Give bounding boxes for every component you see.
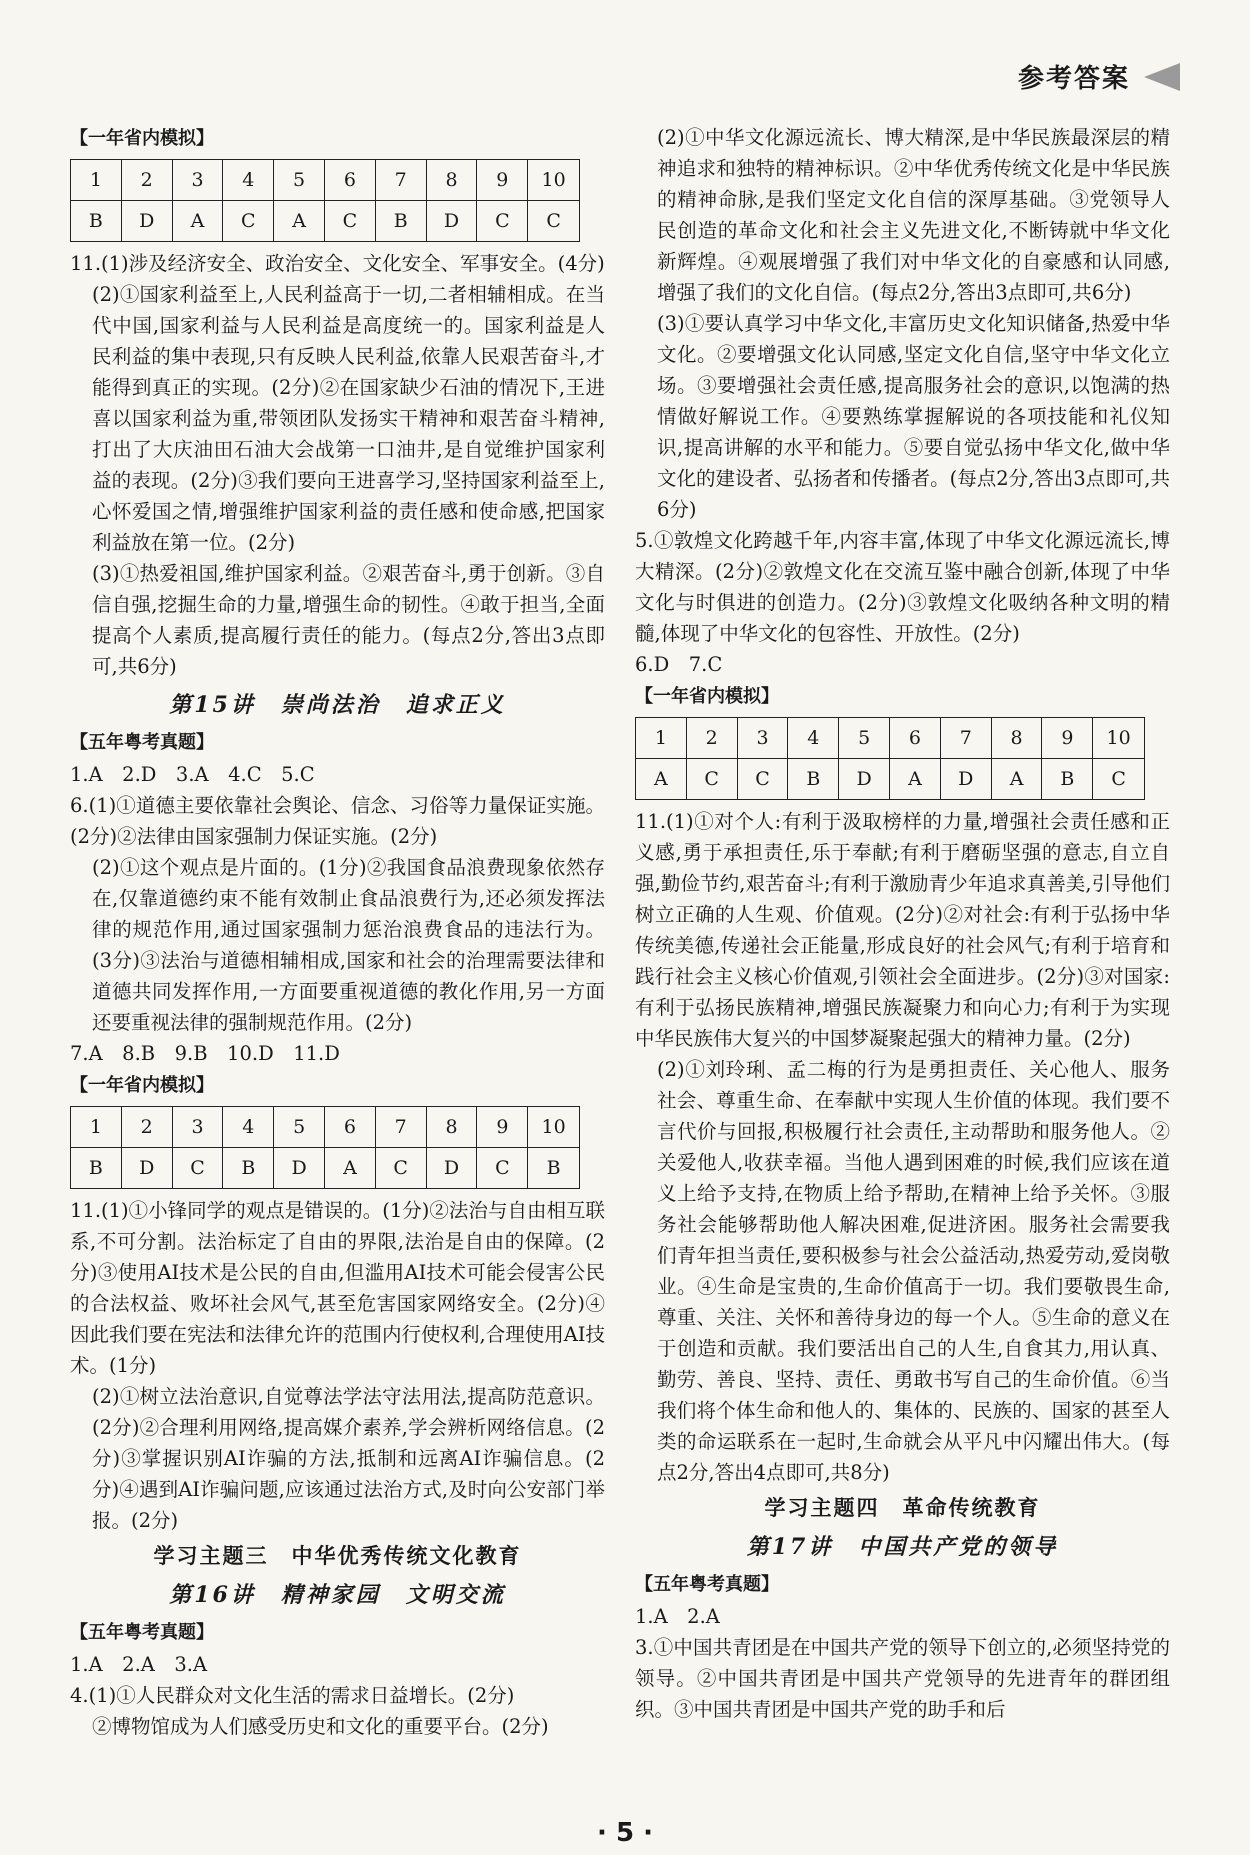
table-cell: C (686, 759, 737, 800)
table-cell: 4 (223, 160, 274, 201)
mc-answers: 7.A 8.B 9.B 10.D 11.D (70, 1042, 340, 1065)
table-cell: 5 (839, 718, 890, 759)
table-cell: 6 (325, 1107, 376, 1148)
table-cell: 3 (172, 1107, 223, 1148)
question-4-1: 4.(1)①人民群众对文化生活的需求日益增长。(2分) (70, 1684, 515, 1707)
table-cell: A (325, 1148, 376, 1189)
question-3: 3.①中国共青团是在中国共产党的领导下创立的,必须坚持党的领导。②中国共青团是中国共产党领导的先进青年的群团组织。③中国共青团是中国共产党的助手和后 (635, 1636, 1170, 1721)
table-cell: 5 (274, 1107, 325, 1148)
header-title: 参考答案 (1017, 64, 1130, 94)
table-cell: A (890, 759, 941, 800)
table-cell: 7 (375, 1107, 426, 1148)
question-4-1b: ②博物馆成为人们感受历史和文化的重要平台。(2分) (92, 1715, 549, 1738)
question-4-2: (2)①中华文化源远流长、博大精深,是中华民族最深层的精神追求和独特的精神标识。②中华优秀传统文化是中华民族的精神命脉,是我们坚定文化自信的深厚基础。③党领导人民创造的革命文化和社会主义先进文化,不断铸就中华文化新辉煌。④观展增强了我们对中华文化的自豪感和认同感,增强了我们的文化自信。(每点2分,答出3点即可,共6分) (657, 126, 1170, 304)
table-cell: B (1042, 759, 1093, 800)
table-cell: B (223, 1148, 274, 1189)
table-cell: C (375, 1148, 426, 1189)
table-cell: 9 (1042, 718, 1093, 759)
section-heading: 【五年粤考真题】 (70, 1622, 214, 1643)
table-cell: A (991, 759, 1042, 800)
table-cell: 2 (121, 1107, 172, 1148)
answer-table-1 (70, 159, 580, 242)
question-11-2: (2)①刘玲琍、孟二梅的行为是勇担责任、关心他人、服务社会、尊重生命、在奉献中实现人生价值的体现。我们要不言代价与回报,积极履行社会责任,主动帮助和服务他人。②关爱他人,收获幸福。当他人遇到困难的时候,我们应该在道义上给予支持,在物质上给予帮助,在精神上给予关怀。③服务社会能够帮助他人解决困难,促进济困。服务社会需要我们青年担当责任,要积极参与社会公益活动,热爱劳动,爱岗敬业。④生命是宝贵的,生命价值高于一切。我们要敬畏生命,尊重、关注、关怀和善待身边的每一个人。⑤生命的意义在于创造和贡献。我们要活出自己的人生,自食其力,用认真、勤劳、善良、坚持、责任、勇敢书写自己的生命价值。⑥当我们将个体生命和他人的、集体的、民族的、国家的甚至人类的命运联系在一起时,生命就会从平凡中闪耀出伟大。(每点2分,答出4点即可,共8分) (657, 1058, 1170, 1484)
section-heading: 【一年省内模拟】 (70, 128, 214, 149)
table-cell: 8 (426, 160, 477, 201)
table-cell: 1 (71, 160, 122, 201)
right-column (635, 122, 1170, 1725)
page-number: · 5 · (597, 1818, 653, 1848)
table-cell: 7 (940, 718, 991, 759)
table-cell: 4 (223, 1107, 274, 1148)
table-cell: A (636, 759, 687, 800)
lecture-17-title: 第17讲 中国共产党的领导 (746, 1534, 1059, 1560)
table-cell: B (375, 201, 426, 242)
answer-table-3 (635, 717, 1145, 800)
table-cell: B (71, 201, 122, 242)
table-cell: C (477, 1148, 528, 1189)
question-11-1: 11.(1)涉及经济安全、政治安全、文化安全、军事安全。(4分) (70, 252, 605, 275)
mc-answers: 1.A 2.A (635, 1605, 720, 1628)
table-cell: C (477, 201, 528, 242)
arrow-icon (1144, 63, 1180, 91)
table-cell: C (737, 759, 788, 800)
table-cell: D (121, 201, 172, 242)
mc-answers: 1.A 2.D 3.A 4.C 5.C (70, 763, 315, 786)
table-cell: 8 (426, 1107, 477, 1148)
section-heading: 【五年粤考真题】 (70, 732, 214, 753)
left-column (70, 122, 605, 1742)
table-cell: D (426, 201, 477, 242)
table-cell: D (940, 759, 991, 800)
table-cell: D (426, 1148, 477, 1189)
table-cell: 4 (788, 718, 839, 759)
table-cell: A (274, 201, 325, 242)
question-11-2: (2)①树立法治意识,自觉尊法学法守法用法,提高防范意识。(2分)②合理利用网络,提高媒介素养,学会辨析网络信息。(2分)③掌握识别AI诈骗的方法,抵制和远离AI诈骗信息。(2分)④遇到AI诈骗问题,应该通过法治方式,及时向公安部门举报。(2分) (92, 1385, 605, 1532)
question-5: 5.①敦煌文化跨越千年,内容丰富,体现了中华文化源远流长,博大精深。(2分)②敦煌文化在交流互鉴中融合创新,体现了中华文化与时俱进的创造力。(2分)③敦煌文化吸纳各种文明的精髓,体现了中华文化的包容性、开放性。(2分) (635, 529, 1170, 645)
table-cell: D (121, 1148, 172, 1189)
question-11-1: 11.(1)①小锋同学的观点是错误的。(1分)②法治与自由相互联系,不可分割。法治标定了自由的界限,法治是自由的保障。(2分)③使用AI技术是公民的自由,但滥用AI技术可能会侵害公民的合法权益、败坏社会风气,甚至危害国家网络安全。(2分)④因此我们要在宪法和法律允许的范围内行使权利,合理使用AI技术。(1分) (70, 1199, 605, 1377)
question-11-1: 11.(1)①对个人:有利于汲取榜样的力量,增强社会责任感和正义感,勇于承担责任,乐于奉献;有利于磨砺坚强的意志,自立自强,勤俭节约,艰苦奋斗;有利于激励青少年追求真善美,引导他们树立正确的人生观、价值观。(2分)②对社会:有利于弘扬中华传统美德,传递社会正能量,形成良好的社会风气;有利于培育和践行社会主义核心价值观,引领社会全面进步。(2分)③对国家:有利于弘扬民族精神,增强民族凝聚力和向心力;有利于为实现中华民族伟大复兴的中国梦凝聚起强大的精神力量。(2分) (635, 810, 1170, 1050)
table-cell: 8 (991, 718, 1042, 759)
section-heading: 【一年省内模拟】 (70, 1075, 214, 1096)
question-11-2: (2)①国家利益至上,人民利益高于一切,二者相辅相成。在当代中国,国家利益与人民利益是高度统一的。国家利益是人民利益的集中表现,只有反映人民利益,依靠人民艰苦奋斗,才能得到真正的实现。(2分)②在国家缺少石油的情况下,王进喜以国家利益为重,带领团队发扬实干精神和艰苦奋斗精神,打出了大庆油田石油大会战第一口油井,是自觉维护国家利益的表现。(2分)③我们要向王进喜学习,坚持国家利益至上,心怀爱国之情,增强维护国家利益的责任感和使命感,把国家利益放在第一位。(2分) (92, 283, 605, 554)
answer-table-2 (70, 1106, 580, 1189)
table-cell: C (172, 1148, 223, 1189)
table-cell: 9 (477, 1107, 528, 1148)
table-cell: A (172, 201, 223, 242)
mc-answers: 6.D 7.C (635, 653, 723, 676)
table-cell: B (788, 759, 839, 800)
table-cell: 10 (528, 1107, 580, 1148)
question-4-3: (3)①要认真学习中华文化,丰富历史文化知识储备,热爱中华文化。②要增强文化认同感,坚定文化自信,坚守中华文化立场。③要增强社会责任感,提高服务社会的意识,以饱满的热情做好解说工作。④要熟练掌握解说的各项技能和礼仪知识,提高讲解的水平和能力。⑤要自觉弘扬中华文化,做中华文化的建设者、弘扬者和传播者。(每点2分,答出3点即可,共6分) (657, 312, 1170, 521)
table-cell: D (274, 1148, 325, 1189)
table-cell: C (1093, 759, 1145, 800)
lecture-15-title: 第15讲 崇尚法治 追求正义 (169, 692, 506, 718)
table-cell: 2 (121, 160, 172, 201)
table-cell: B (71, 1148, 122, 1189)
table-cell: B (528, 1148, 580, 1189)
topic-3-title: 学习主题三 中华优秀传统文化教育 (153, 1544, 522, 1568)
table-cell: 10 (528, 160, 580, 201)
question-6-2: (2)①这个观点是片面的。(1分)②我国食品浪费现象依然存在,仅靠道德约束不能有效制止食品浪费行为,还必须发挥法律的规范作用,通过国家强制力惩治浪费食品的违法行为。(3分)③法治与道德相辅相成,国家和社会的治理需要法律和道德共同发挥作用,一方面要重视道德的教化作用,另一方面还要重视法律的强制规范作用。(2分) (92, 856, 605, 1034)
table-cell: 10 (1093, 718, 1145, 759)
table-cell: 2 (686, 718, 737, 759)
topic-4-title: 学习主题四 革命传统教育 (764, 1496, 1041, 1520)
mc-answers: 1.A 2.A 3.A (70, 1653, 208, 1676)
table-cell: 9 (477, 160, 528, 201)
lecture-16-title: 第16讲 精神家园 文明交流 (169, 1582, 506, 1608)
table-cell: 6 (324, 160, 375, 201)
section-heading: 【一年省内模拟】 (635, 686, 779, 707)
section-heading: 【五年粤考真题】 (635, 1574, 779, 1595)
table-cell: 1 (71, 1107, 122, 1148)
table-cell: 3 (172, 160, 223, 201)
table-cell: 5 (274, 160, 325, 201)
question-6-1: 6.(1)①道德主要依靠社会舆论、信念、习俗等力量保证实施。(2分)②法律由国家强制力保证实施。(2分) (70, 794, 605, 848)
table-cell: 3 (737, 718, 788, 759)
page-header (1018, 58, 1180, 95)
question-11-3: (3)①热爱祖国,维护国家利益。②艰苦奋斗,勇于创新。③自信自强,挖掘生命的力量,增强生命的韧性。④敢于担当,全面提高个人素质,提高履行责任的能力。(每点2分,答出3点即可,共6分) (92, 562, 605, 678)
table-cell: 7 (375, 160, 426, 201)
table-cell: D (839, 759, 890, 800)
table-cell: C (223, 201, 274, 242)
table-cell: 1 (636, 718, 687, 759)
table-cell: C (324, 201, 375, 242)
table-cell: 6 (890, 718, 941, 759)
table-cell: C (528, 201, 580, 242)
